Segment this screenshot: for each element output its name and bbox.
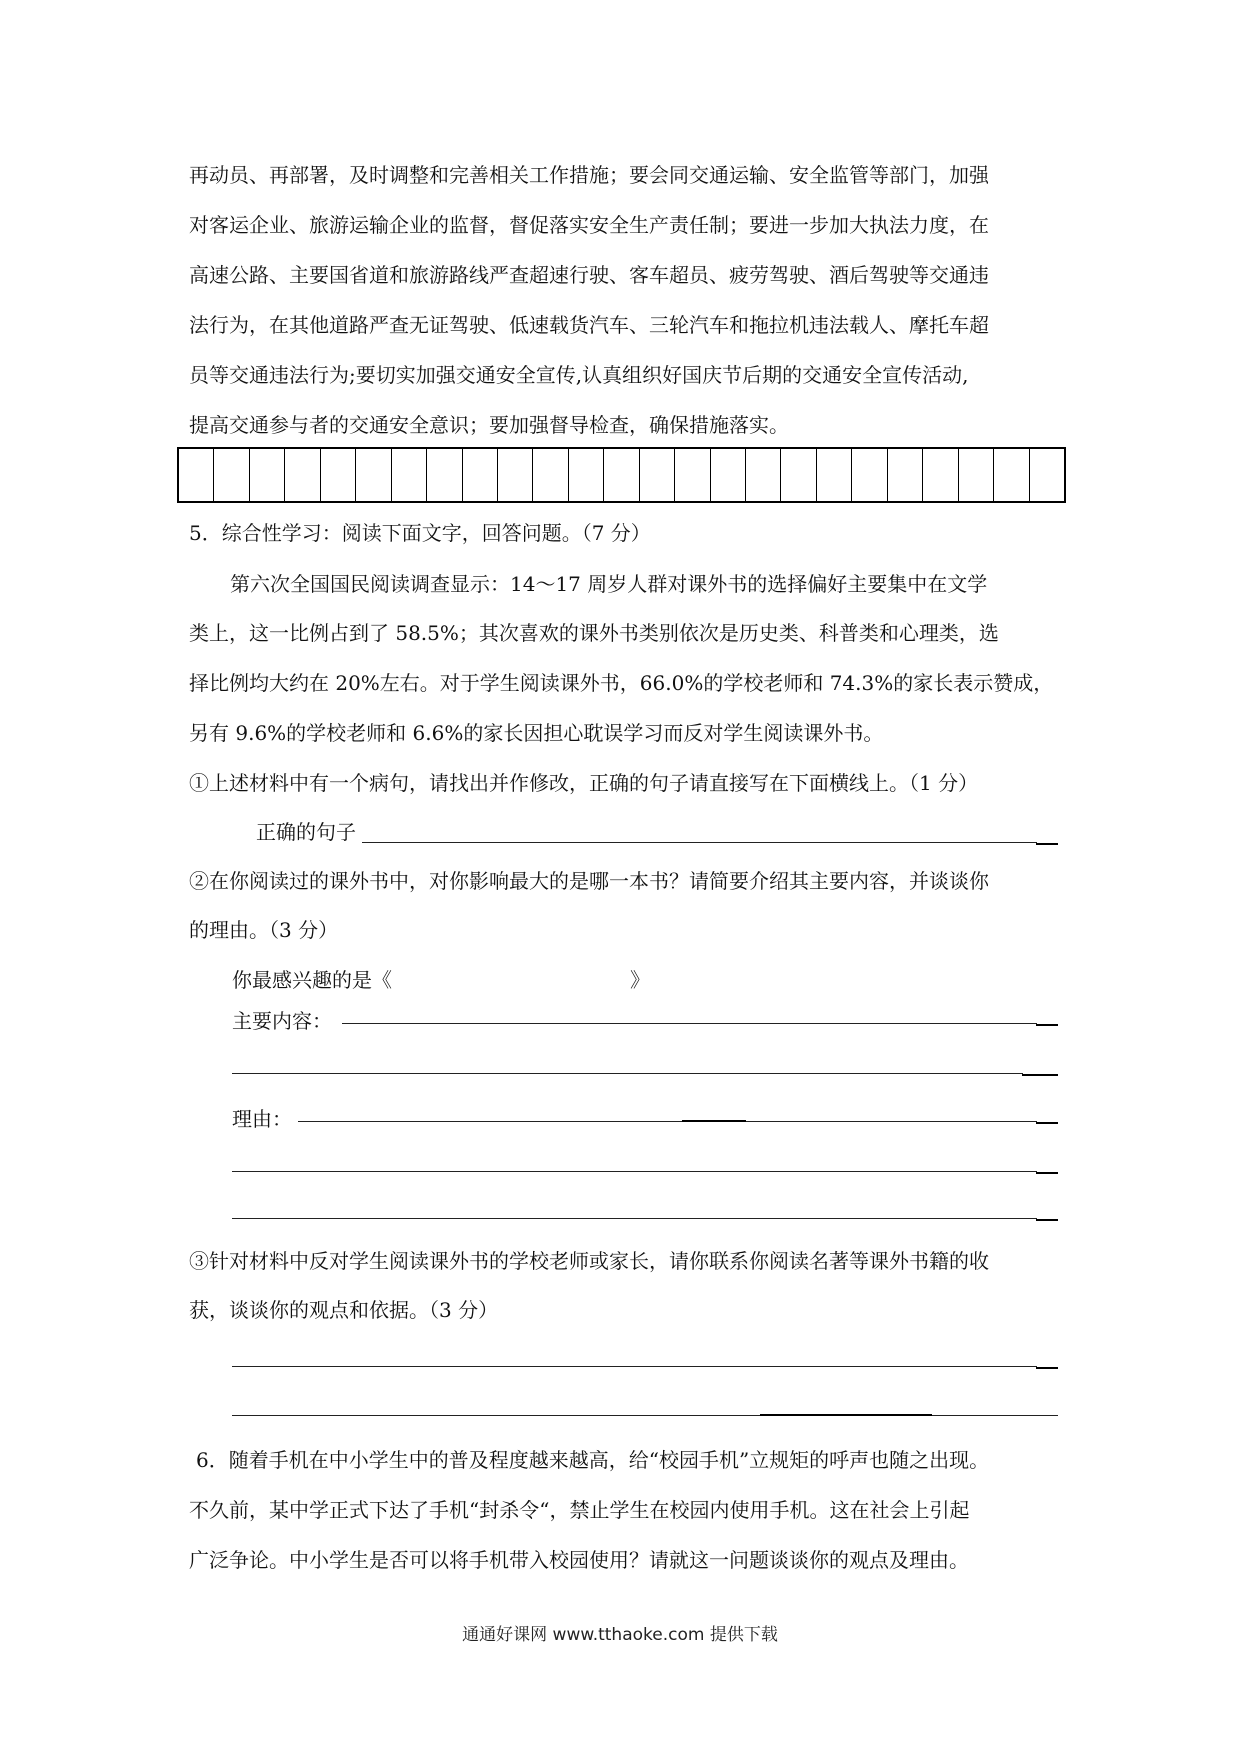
passage-line: 员等交通违法行为;要切实加强交通安全宣传,认真组织好国庆节后期的交通安全宣传活动, — [189, 363, 969, 387]
q5-material-line: 另有 9.6%的学校老师和 6.6%的家长因担心耽误学习而反对学生阅读课外书。 — [189, 721, 884, 745]
grid-cell[interactable] — [214, 449, 249, 501]
grid-cell[interactable] — [569, 449, 604, 501]
q5-material-line: 第六次全国国民阅读调查显示：14～17 周岁人群对课外书的选择偏好主要集中在文学 — [230, 572, 988, 596]
passage-line: 法行为，在其他道路严查无证驾驶、低速载货汽车、三轮汽车和拖拉机违法载人、摩托车超 — [189, 313, 989, 337]
grid-cell[interactable] — [356, 449, 391, 501]
q6-prompt: 广泛争论。中小学生是否可以将手机带入校园使用？请就这一问题谈谈你的观点及理由。 — [189, 1548, 969, 1572]
grid-cell[interactable] — [888, 449, 923, 501]
q5-sub2-prompt: ②在你阅读过的课外书中，对你影响最大的是哪一本书？请简要介绍其主要内容，并谈谈你 — [189, 869, 989, 893]
grid-cell[interactable] — [463, 449, 498, 501]
answer-grid[interactable] — [177, 447, 1066, 503]
answer-line[interactable] — [342, 1023, 1037, 1024]
q5-material-line: 择比例均大约在 20%左右。对于学生阅读课外书，66.0%的学校老师和 74.3%的家长表示赞成， — [189, 671, 1054, 695]
grid-cell[interactable] — [994, 449, 1029, 501]
answer-line-end — [1036, 1122, 1058, 1124]
grid-cell[interactable] — [498, 449, 533, 501]
q5-material-line: 类上，这一比例占到了 58.5%；其次喜欢的课外书类别依次是历史类、科普类和心理类，选 — [189, 621, 999, 645]
answer-line-end — [1036, 843, 1058, 845]
favorite-book-label: 你最感兴趣的是《 — [232, 968, 392, 992]
grid-cell[interactable] — [781, 449, 816, 501]
answer-line-end — [1036, 1367, 1058, 1369]
answer-line[interactable] — [362, 842, 1037, 843]
grid-cell[interactable] — [675, 449, 710, 501]
grid-cell[interactable] — [852, 449, 887, 501]
answer-line-end — [1036, 1024, 1058, 1026]
grid-cell[interactable] — [817, 449, 852, 501]
grid-cell[interactable] — [533, 449, 568, 501]
q5-sub3-prompt: 获，谈谈你的观点和依据。（3 分） — [189, 1298, 499, 1322]
q6-prompt: 不久前，某中学正式下达了手机“封杀令“，禁止学生在校园内使用手机。这在社会上引起 — [189, 1498, 970, 1522]
grid-cell[interactable] — [427, 449, 462, 501]
grid-cell[interactable] — [321, 449, 356, 501]
answer-line[interactable] — [232, 1366, 1037, 1367]
grid-cell[interactable] — [604, 449, 639, 501]
correct-sentence-label: 正确的句子 — [256, 820, 356, 844]
answer-line[interactable] — [298, 1121, 1037, 1122]
grid-cell[interactable] — [640, 449, 675, 501]
answer-line[interactable] — [232, 1218, 1037, 1219]
grid-cell[interactable] — [392, 449, 427, 501]
grid-cell[interactable] — [285, 449, 320, 501]
grid-cell[interactable] — [1030, 449, 1064, 501]
q6-prompt: 6．随着手机在中小学生中的普及程度越来越高，给“校园手机”立规矩的呼声也随之出现。 — [196, 1448, 990, 1472]
answer-line-mark — [760, 1414, 932, 1416]
grid-cell[interactable] — [959, 449, 994, 501]
main-content-label: 主要内容： — [232, 1009, 332, 1033]
page-footer: 通通好课网 www.tthaoke.com 提供下载 — [462, 1625, 778, 1645]
grid-cell[interactable] — [711, 449, 746, 501]
answer-line-end — [1022, 1074, 1058, 1076]
answer-line-end — [1036, 1219, 1058, 1221]
q5-sub3-prompt: ③针对材料中反对学生阅读课外书的学校老师或家长，请你联系你阅读名著等课外书籍的收 — [189, 1249, 989, 1273]
grid-cell[interactable] — [250, 449, 285, 501]
q5-heading: 5．综合性学习：阅读下面文字，回答问题。（7 分） — [189, 521, 651, 545]
reason-label: 理由： — [232, 1107, 292, 1131]
passage-line: 再动员、再部署，及时调整和完善相关工作措施；要会同交通运输、安全监管等部门，加强 — [189, 163, 989, 187]
answer-line-end — [1036, 1172, 1058, 1174]
grid-cell[interactable] — [179, 449, 214, 501]
passage-line: 提高交通参与者的交通安全意识；要加强督导检查，确保措施落实。 — [189, 413, 789, 437]
answer-line[interactable] — [232, 1415, 1058, 1416]
grid-cell[interactable] — [923, 449, 958, 501]
q5-sub2-prompt: 的理由。（3 分） — [189, 918, 339, 942]
grid-cell[interactable] — [746, 449, 781, 501]
passage-line: 高速公路、主要国省道和旅游路线严查超速行驶、客车超员、疲劳驾驶、酒后驾驶等交通违 — [189, 263, 989, 287]
passage-line: 对客运企业、旅游运输企业的监督，督促落实安全生产责任制；要进一步加大执法力度，在 — [189, 213, 989, 237]
answer-line-mark — [682, 1120, 746, 1122]
answer-line[interactable] — [232, 1073, 1023, 1074]
answer-line[interactable] — [232, 1171, 1037, 1172]
book-title-close: 》 — [630, 968, 650, 992]
q5-sub1-prompt: ①上述材料中有一个病句，请找出并作修改，正确的句子请直接写在下面横线上。（1 分） — [189, 771, 979, 795]
